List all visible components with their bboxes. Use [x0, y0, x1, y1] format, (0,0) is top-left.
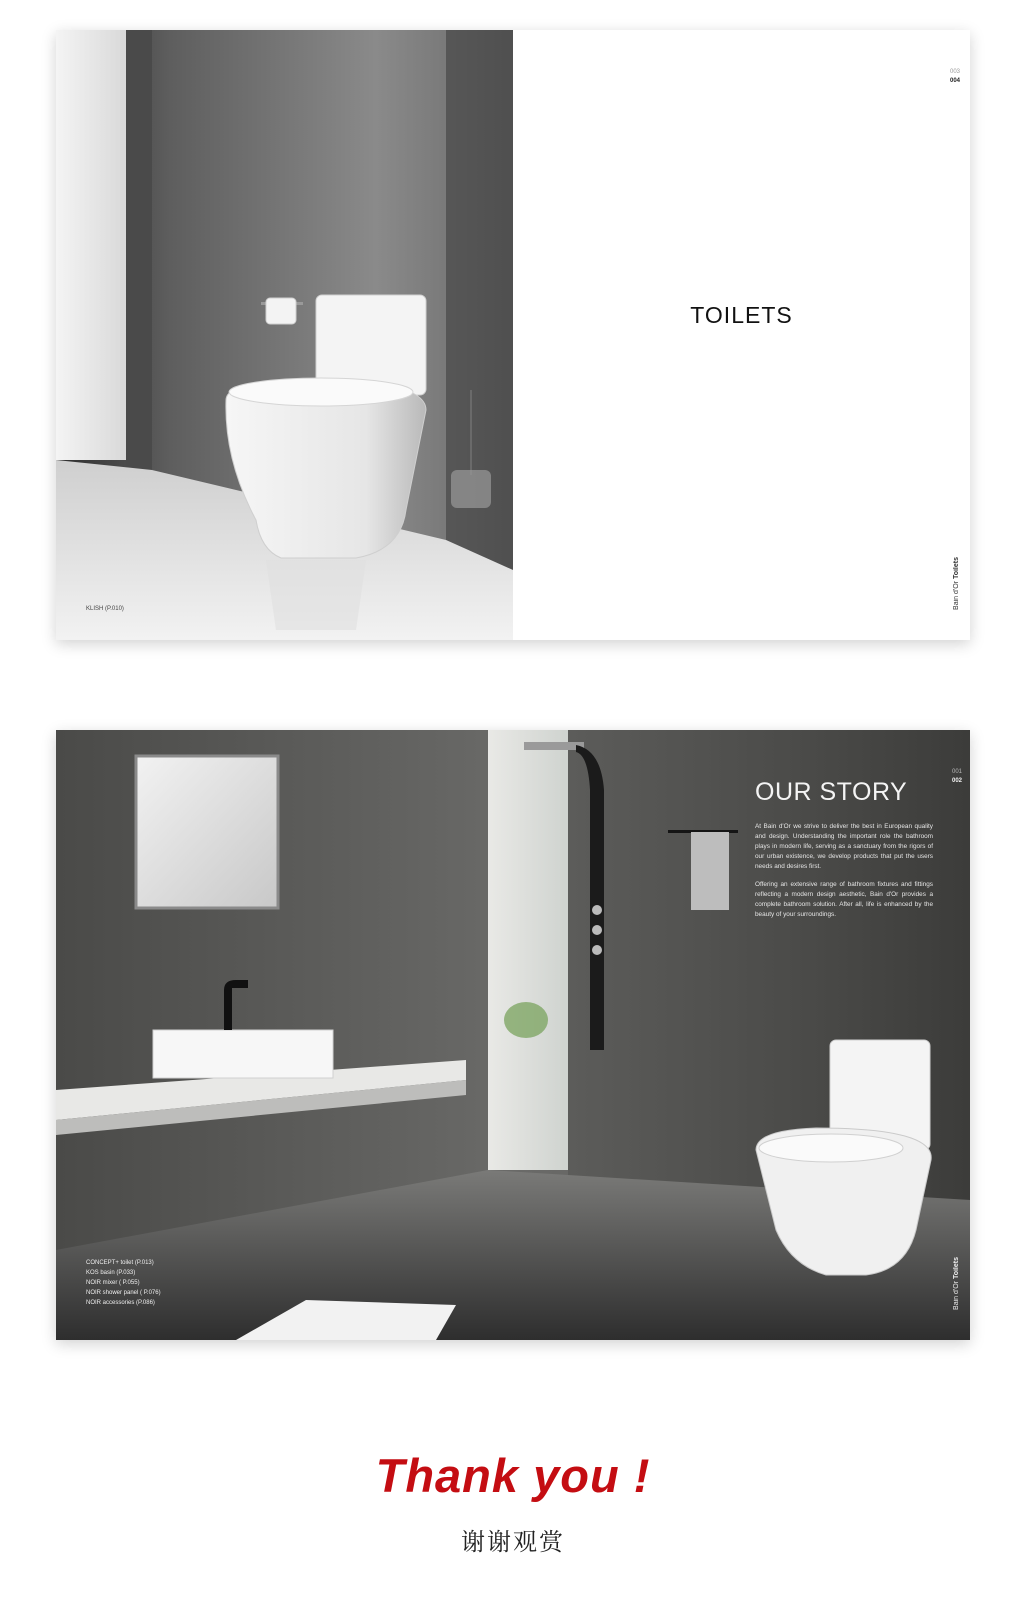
- spine-brand: Bain d'Or: [953, 581, 960, 610]
- current-page-number: 002: [951, 778, 962, 784]
- credit-line: NOIR shower panel ( P.076): [86, 1290, 161, 1296]
- thank-you-chinese: 谢谢观赏: [461, 1528, 565, 1556]
- toilet-photo: [56, 30, 513, 640]
- credit-line: CONCEPT+ toilet (P.013): [86, 1260, 154, 1266]
- page-number: 003: [949, 69, 960, 75]
- spine-section: Toilets: [953, 557, 960, 580]
- story-title: OUR STORY: [755, 778, 908, 806]
- story-body: [755, 822, 933, 928]
- credit-line: KOS basin (P.033): [86, 1270, 136, 1276]
- thank-you-heading: Thank you !: [375, 1449, 651, 1502]
- credit-line: NOIR mixer ( P.055): [86, 1280, 140, 1286]
- page-number: 001: [951, 769, 962, 775]
- product-credits: [86, 1258, 161, 1308]
- catalog-spread-our-story: [56, 730, 970, 1340]
- story-paragraph: Offering an extensive range of bathroom fixtures and fittings reflecting a modern design aesthetic, Bain d'Or provides a complete bathroom solution. After all, life is enhanced by the beauty of your surroundings.: [755, 881, 933, 918]
- photo-caption: KLISH (P.010): [86, 606, 124, 612]
- page-numbers: [950, 68, 960, 86]
- credit-line: NOIR accessories (P.086): [86, 1300, 155, 1306]
- current-page-number: 004: [949, 78, 960, 84]
- spine-brand: Bain d'Or: [953, 1281, 960, 1310]
- story-paragraph: At Bain d'Or we strive to deliver the best in European quality and design. Understanding the important role the bathroom plays in modern life, serving as a sanctuary from the rigors of our urban existence, we develop products that put the users needs and desires first.: [755, 823, 933, 870]
- spine-label: [953, 557, 960, 610]
- spine-section: Toilets: [953, 1257, 960, 1280]
- spine-label: [953, 1257, 960, 1310]
- catalog-spread-toilets: [56, 30, 970, 640]
- page-numbers: [952, 768, 962, 786]
- section-title: TOILETS: [690, 302, 793, 328]
- right-page: [513, 30, 970, 640]
